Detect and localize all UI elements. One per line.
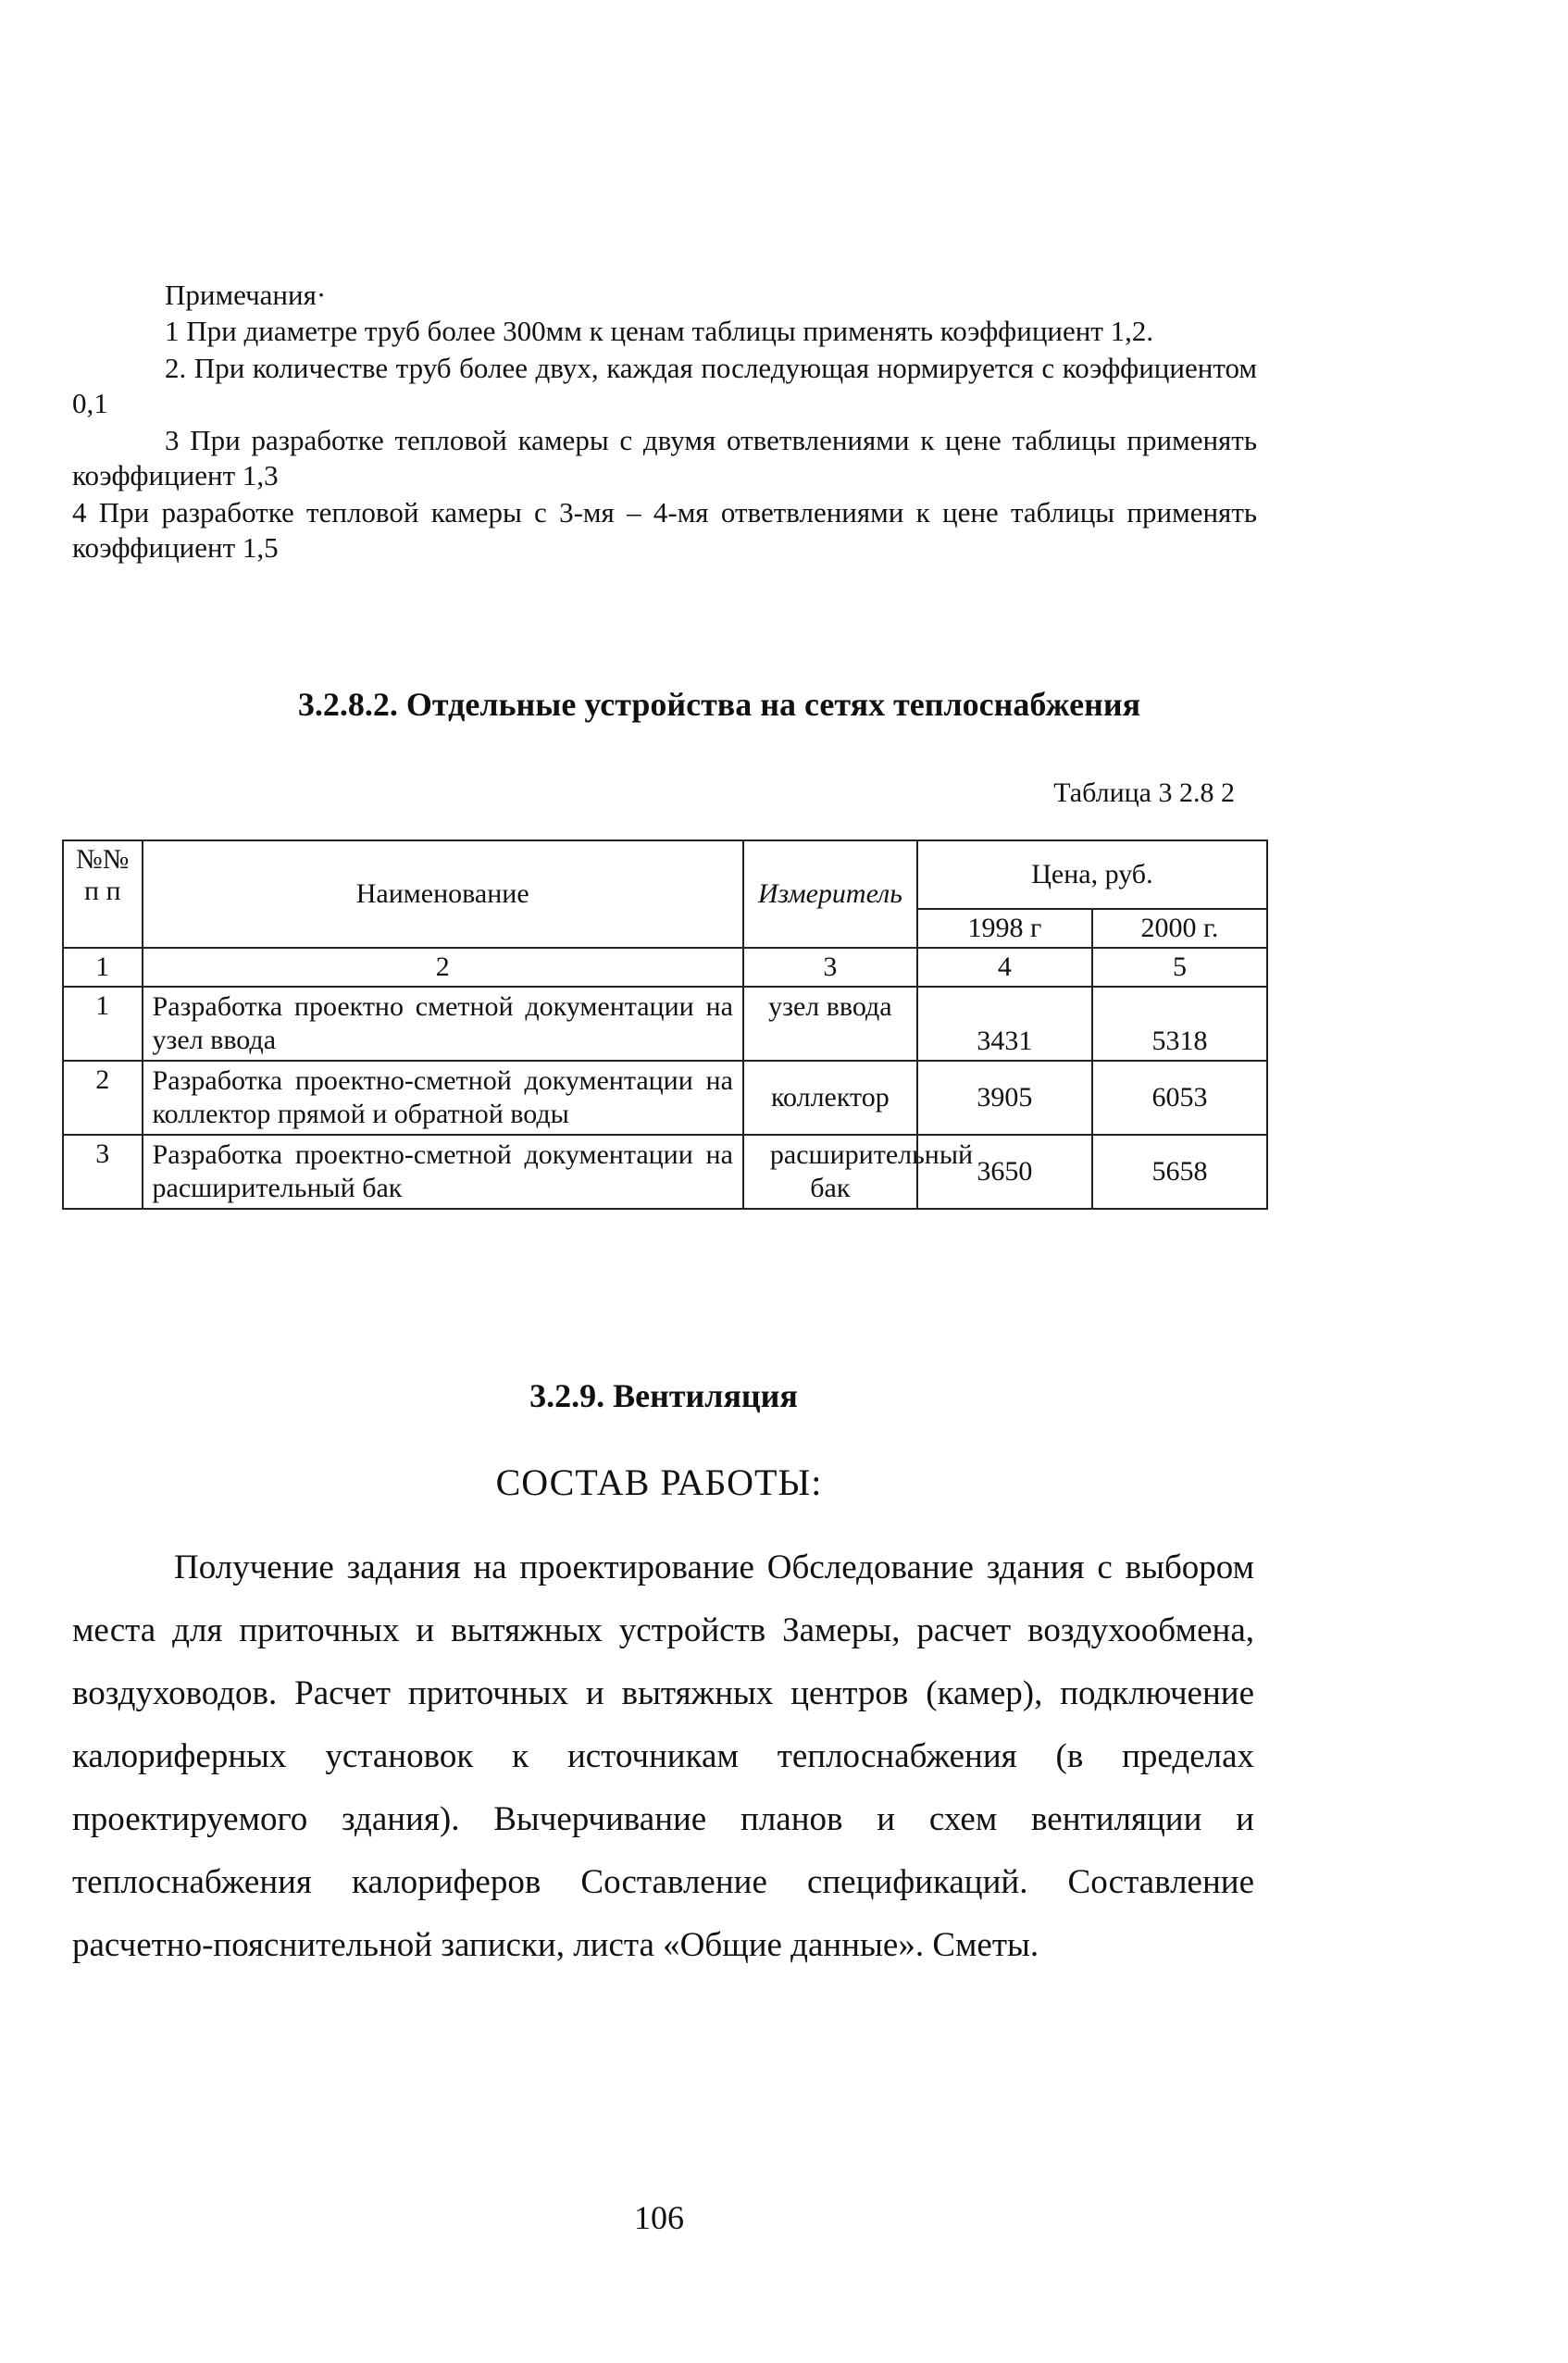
section-heading: 3.2.8.2. Отдельные устройства на сетях теплоснабжения xyxy=(297,686,1141,723)
row-num: 2 xyxy=(63,1061,143,1135)
table-row xyxy=(63,1135,1267,1209)
note-item: 4 При разработке тепловой камеры с 3-мя – 4-мя ответвлениями к цене таблицы применять коэффициент 1,5 xyxy=(72,496,1257,564)
row-unit: коллектор xyxy=(743,1061,917,1135)
header-name: Наименование xyxy=(143,840,743,948)
row-unit: узел ввода xyxy=(743,987,917,1061)
row-unit: расширительный бак xyxy=(743,1135,917,1209)
row-name: Разработка проектно сметной документации на узел ввода xyxy=(143,987,743,1061)
column-index: 1 xyxy=(63,948,143,987)
header-price-2000: 2000 г. xyxy=(1092,909,1267,948)
row-name: Разработка проектно-сметной документации на расширительный бак xyxy=(143,1135,743,1209)
notes-block xyxy=(72,278,1257,567)
table-header-row xyxy=(63,840,1267,909)
work-composition-text: Получение задания на проектирование Обследование здания с выбором места для приточных и вытяжных устройств Замеры, расчет воздухообмена, воздуховодов. Расчет приточных и вытяжных центров (камер), подключение калориферных установок к источникам теплоснабжения (в пределах проектируемого здания). Вычерчивание планов и схем вентиляции и теплоснабжения калориферов Составление спецификаций. Составление расчетно-пояснительной записки, листа «Общие данные». Сметы. xyxy=(72,1548,1254,1964)
column-index: 4 xyxy=(917,948,1092,987)
row-price-1998: 3905 xyxy=(917,1061,1092,1135)
note-item: 1 При диаметре труб более 300мм к ценам таблицы применять коэффициент 1,2. xyxy=(165,315,1154,347)
row-price-2000: 6053 xyxy=(1092,1061,1267,1135)
notes-title: Примечания· xyxy=(165,279,327,311)
header-num: №№ п п xyxy=(63,840,143,948)
header-price-1998: 1998 г xyxy=(917,909,1092,948)
table-row xyxy=(63,1061,1267,1135)
column-index-row xyxy=(63,948,1267,987)
row-price-1998: 3431 xyxy=(917,987,1092,1061)
note-item: 2. При количестве труб более двух, каждая последующая нормируется с коэффициентом 0,1 xyxy=(72,352,1257,419)
column-index: 3 xyxy=(743,948,917,987)
row-num: 1 xyxy=(63,987,143,1061)
column-index: 2 xyxy=(143,948,743,987)
work-composition-title: СОСТАВ РАБОТЫ: xyxy=(495,1461,823,1503)
ventilation-heading: 3.2.9. Вентиляция xyxy=(529,1377,798,1414)
table-caption: Таблица 3 2.8 2 xyxy=(1053,777,1235,808)
header-unit: Измеритель xyxy=(743,840,917,948)
table-row xyxy=(63,987,1267,1061)
row-num: 3 xyxy=(63,1135,143,1209)
row-price-2000: 5318 xyxy=(1092,987,1267,1061)
price-table xyxy=(62,839,1268,1210)
page-number: 106 xyxy=(634,2199,684,2236)
row-name: Разработка проектно-сметной документации на коллектор прямой и обратной воды xyxy=(143,1061,743,1135)
header-price-group: Цена, руб. xyxy=(917,840,1267,909)
row-price-2000: 5658 xyxy=(1092,1135,1267,1209)
row-price-1998: 3650 xyxy=(917,1135,1092,1209)
column-index: 5 xyxy=(1092,948,1267,987)
note-item: 3 При разработке тепловой камеры с двумя ответвлениями к цене таблицы применять коэффициент 1,3 xyxy=(72,424,1257,491)
price-table-container xyxy=(62,839,1268,1210)
